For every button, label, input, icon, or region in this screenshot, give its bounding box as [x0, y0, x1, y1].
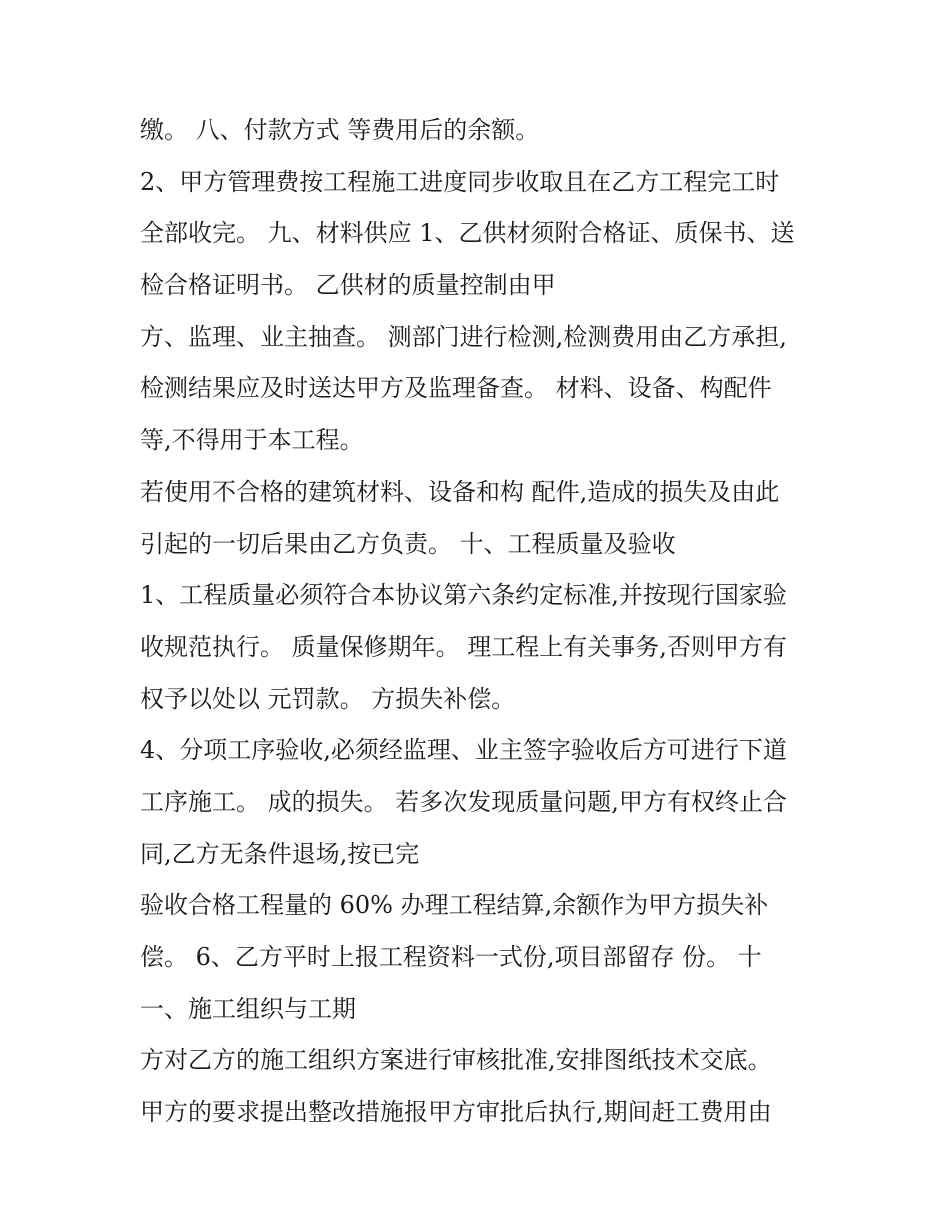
text-line: 同,乙方无条件退场,按已完: [140, 839, 420, 868]
text-line: 缴。 八、付款方式 等费用后的余额。: [140, 116, 540, 144]
text-line: 验收合格工程量的 60% 办理工程结算,余额作为甲方损失补: [140, 891, 769, 920]
text-line: 2、甲方管理费按工程施工进度同步收取且在乙方工程完工时: [140, 167, 780, 196]
text-line: 收规范执行。 质量保修期年。 理工程上有关事务,否则甲方有: [140, 632, 787, 661]
text-line: 引起的一切后果由乙方负责。 十、工程质量及验收: [140, 529, 676, 558]
text-line: 1、工程质量必须符合本协议第六条约定标准,并按现行国家验: [140, 581, 787, 610]
text-line: 一、施工组织与工期: [140, 994, 356, 1023]
text-line: 等,不得用于本工程。: [140, 426, 364, 455]
text-line: 工序施工。 成的损失。 若多次发现质量问题,甲方有权终止合: [140, 787, 787, 816]
text-line: 4、分项工序验收,必须经监理、业主签字验收后方可进行下道: [140, 736, 787, 765]
document-body: [140, 105, 830, 1139]
text-line: 方对乙方的施工组织方案进行审核批准,安排图纸技术交底。: [140, 1046, 772, 1075]
text-line: 全部收完。 九、材料供应 1、乙供材须附合格证、质保书、送: [140, 219, 795, 248]
text-line: 检测结果应及时送达甲方及监理备查。 材料、设备、构配件: [140, 374, 772, 403]
text-line: 甲方的要求提出整改措施报甲方审批后执行,期间赶工费用由: [140, 1098, 772, 1127]
text-line: 权予以处以 元罚款。 方损失补偿。: [140, 684, 516, 713]
text-line: 检合格证明书。 乙供材的质量控制由甲: [140, 271, 556, 300]
text-line: 偿。 6、乙方平时上报工程资料一式份,项目部留存 份。 十: [140, 943, 762, 971]
text-line: 若使用不合格的建筑材料、设备和构 配件,造成的损失及由此: [140, 477, 780, 506]
text-line: 方、监理、业主抽查。 测部门进行检测,检测费用由乙方承担,: [140, 322, 787, 351]
